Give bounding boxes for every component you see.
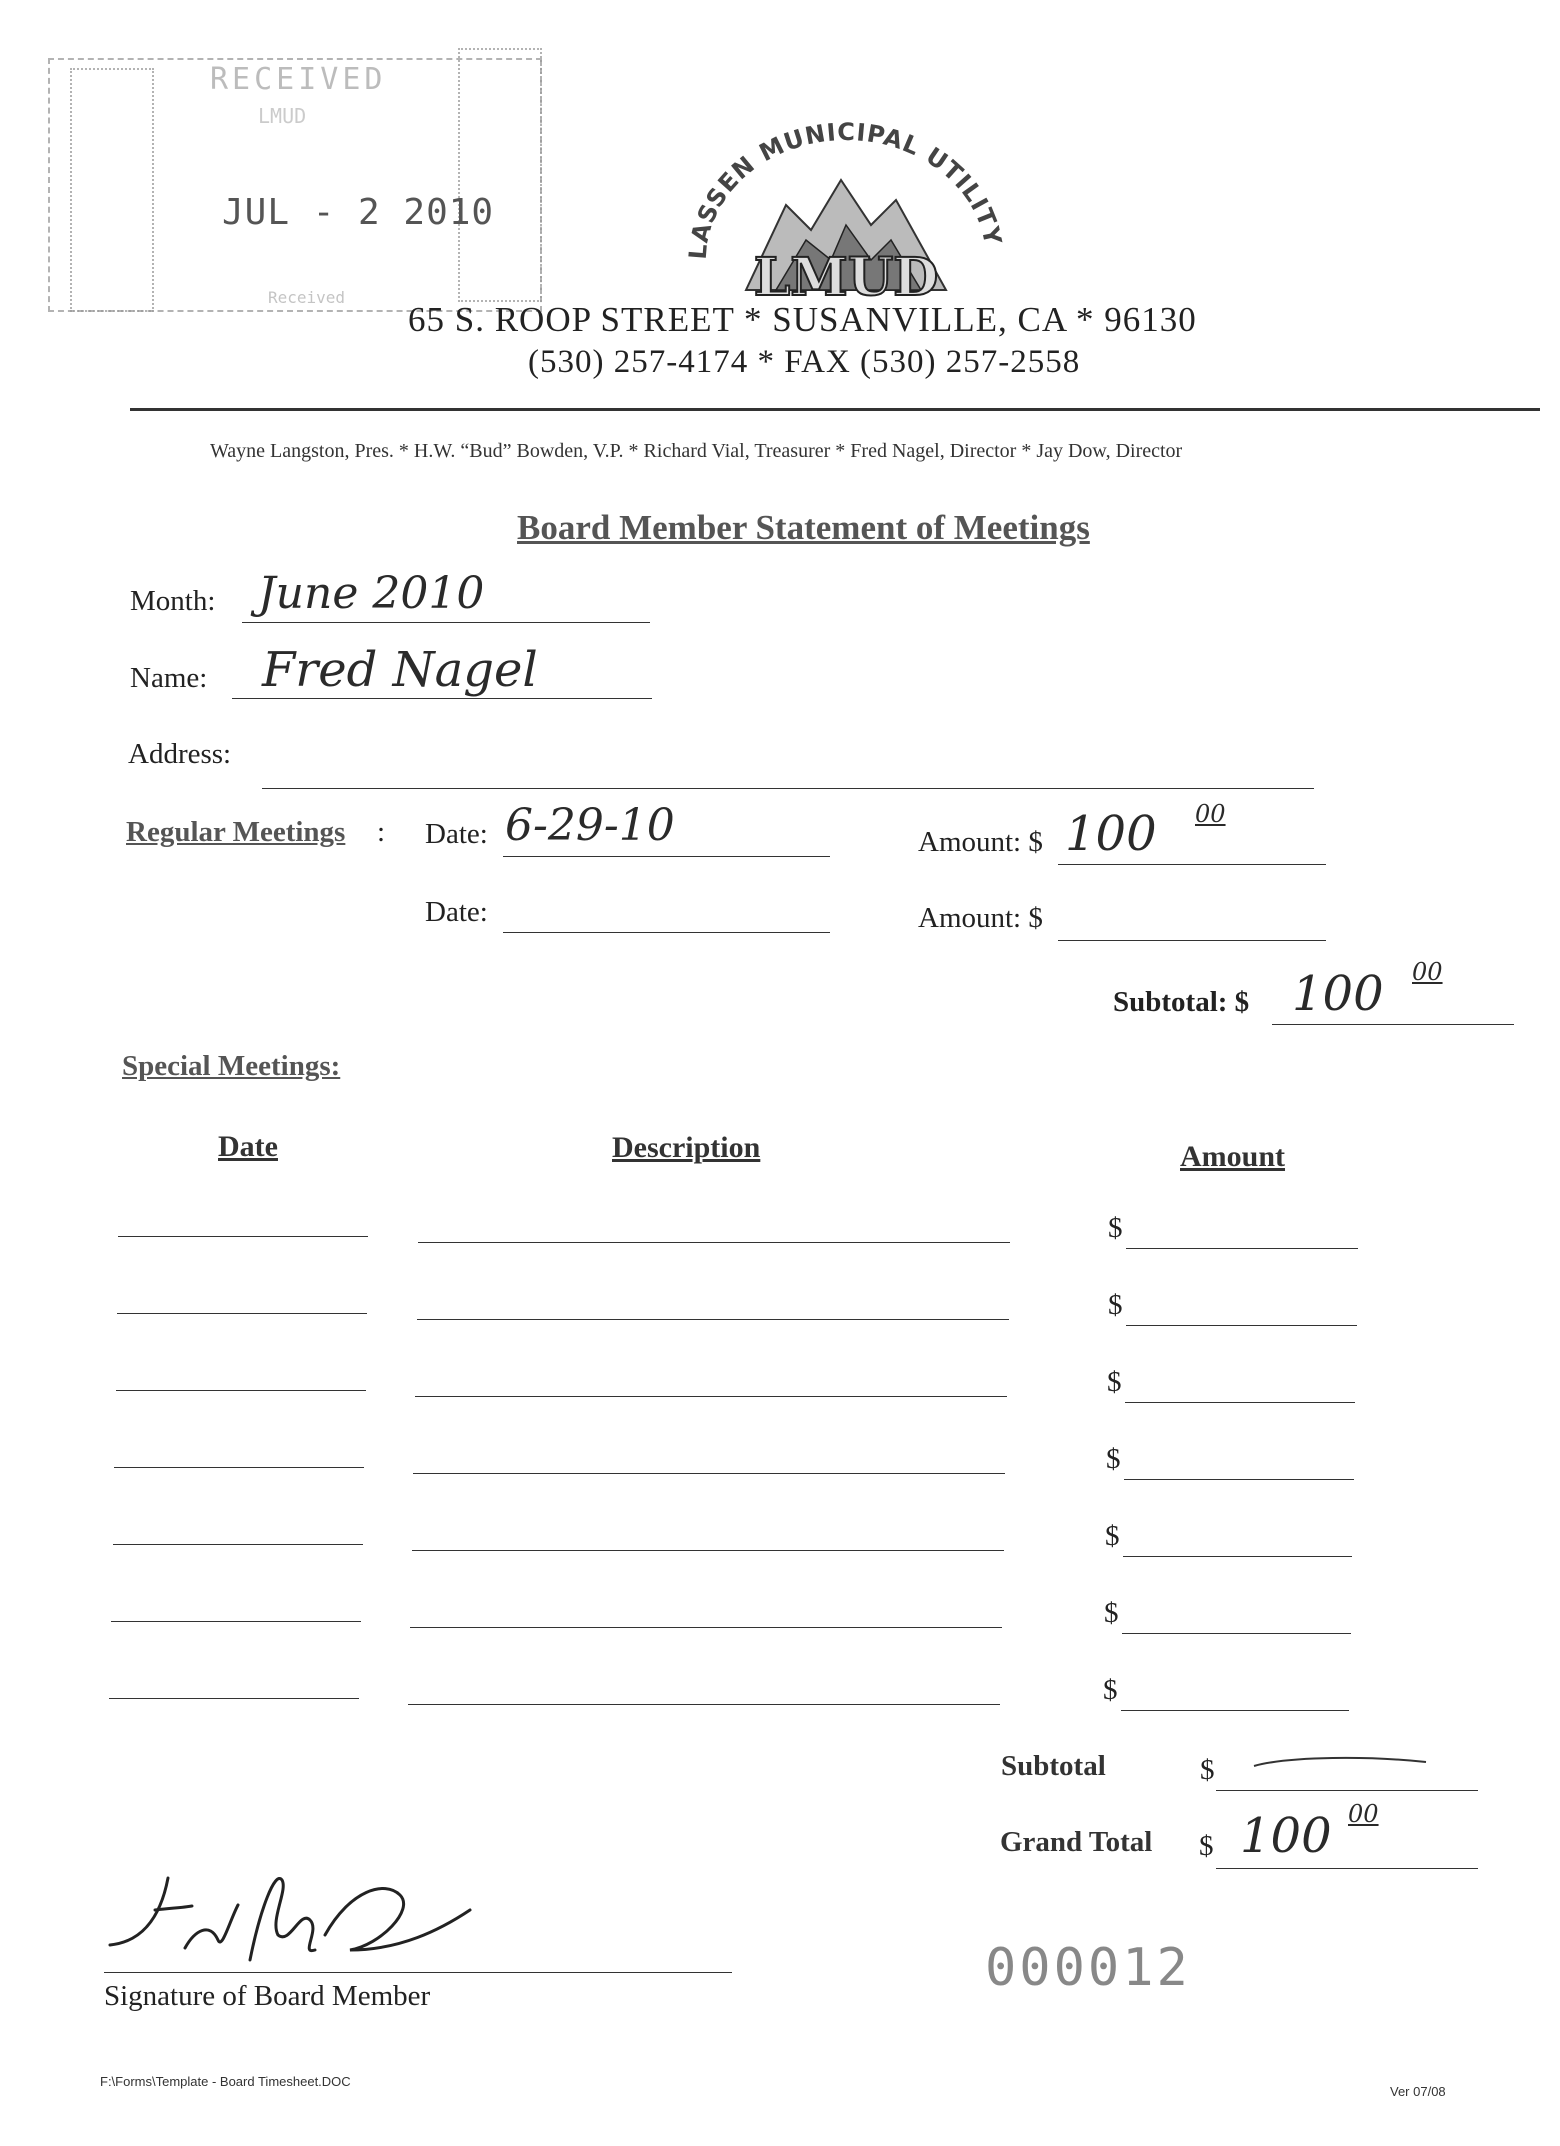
grand-total-dollar: $: [1199, 1830, 1214, 1862]
regular-meetings-colon: :: [377, 816, 386, 848]
special-amount-line[interactable]: [1121, 1710, 1349, 1711]
regular-amount-line-1: [1058, 864, 1326, 865]
name-line: [232, 698, 652, 699]
special-dollar: $: [1103, 1674, 1118, 1706]
stamp-org: LMUD: [258, 104, 307, 128]
month-line: [242, 622, 650, 623]
special-description-line[interactable]: [412, 1550, 1004, 1551]
signature-mark: [100, 1850, 480, 1970]
logo-arc-text: LASSEN MUNICIPAL UTILITY: [683, 118, 1008, 261]
header-phone: (530) 257-4174 * FAX (530) 257-2558: [528, 344, 1081, 380]
special-date-line[interactable]: [113, 1544, 363, 1545]
footer-version: Ver 07/08: [1390, 2084, 1446, 2099]
special-description-line[interactable]: [415, 1396, 1007, 1397]
regular-meetings-heading: Regular Meetings: [126, 816, 346, 848]
regular-date-label-1: Date:: [425, 818, 488, 850]
regular-amount-label-2: Amount: $: [918, 902, 1043, 934]
grand-total-line: [1216, 1868, 1478, 1869]
special-date-line[interactable]: [111, 1621, 361, 1622]
stamp-left-panel: [70, 68, 154, 312]
special-amount-line[interactable]: [1122, 1633, 1351, 1634]
address-label: Address:: [128, 738, 232, 770]
regular-subtotal-line: [1272, 1024, 1514, 1025]
special-date-line[interactable]: [116, 1390, 366, 1391]
special-subtotal-line[interactable]: [1216, 1790, 1478, 1791]
special-meetings-heading: Special Meetings:: [122, 1050, 341, 1082]
name-label: Name:: [130, 662, 208, 694]
special-amount-line[interactable]: [1125, 1402, 1355, 1403]
footer-template-path: F:\Forms\Template - Board Timesheet.DOC: [100, 2074, 351, 2089]
regular-subtotal-cents: 00: [1412, 958, 1443, 986]
regular-date-1[interactable]: 6-29-10: [505, 800, 675, 851]
special-dollar: $: [1104, 1597, 1119, 1629]
board-officers: Wayne Langston, Pres. * H.W. “Bud” Bowden, V.P. * Richard Vial, Treasurer * Fred Nagel, Director * Jay Dow, Director: [210, 440, 1183, 462]
header-rule: [130, 408, 1540, 411]
special-subtotal-dollar: $: [1200, 1754, 1215, 1786]
special-amount-line[interactable]: [1126, 1325, 1357, 1326]
grand-total-cents: 00: [1348, 1800, 1379, 1828]
stamp-footer: Received: [268, 288, 346, 307]
name-value[interactable]: Fred Nagel: [262, 642, 538, 698]
regular-date-line-1: [503, 856, 830, 857]
special-dollar: $: [1108, 1289, 1123, 1321]
special-amount-line[interactable]: [1123, 1556, 1352, 1557]
stamp-date: JUL - 2 2010: [222, 192, 495, 233]
special-dollar: $: [1108, 1212, 1123, 1244]
grand-total-label: Grand Total: [1000, 1826, 1153, 1858]
signature-line[interactable]: [104, 1972, 732, 1973]
regular-amount-line-2: [1058, 940, 1326, 941]
special-date-line[interactable]: [118, 1236, 368, 1237]
special-description-line[interactable]: [413, 1473, 1005, 1474]
month-label: Month:: [130, 585, 216, 617]
special-description-line[interactable]: [410, 1627, 1002, 1628]
special-dollar: $: [1106, 1443, 1121, 1475]
special-description-line[interactable]: [418, 1242, 1010, 1243]
regular-subtotal-label: Subtotal: $: [1113, 986, 1250, 1018]
special-amount-line[interactable]: [1126, 1248, 1358, 1249]
regular-date-label-2: Date:: [425, 896, 488, 928]
form-title: Board Member Statement of Meetings: [517, 508, 1090, 547]
special-description-line[interactable]: [417, 1319, 1009, 1320]
special-subtotal-dash: [1250, 1752, 1430, 1772]
regular-subtotal-value[interactable]: 100: [1292, 966, 1384, 1022]
regular-amount-cents-1: 00: [1195, 800, 1226, 828]
lmud-logo: [676, 110, 1016, 310]
signature-label: Signature of Board Member: [104, 1980, 431, 2012]
special-subtotal-label: Subtotal: [1001, 1750, 1106, 1782]
special-dollar: $: [1107, 1366, 1122, 1398]
regular-amount-1[interactable]: 100: [1065, 806, 1157, 862]
regular-amount-label-1: Amount: $: [918, 826, 1043, 858]
special-amount-line[interactable]: [1124, 1479, 1354, 1480]
stamp-title: RECEIVED: [210, 62, 387, 97]
special-col-date: Date: [218, 1130, 278, 1163]
logo-initials: LMUD: [753, 247, 939, 308]
mountain-logo-icon: [676, 110, 1016, 310]
document-number: 000012: [985, 1938, 1191, 1998]
special-description-line[interactable]: [408, 1704, 1000, 1705]
month-value[interactable]: June 2010: [258, 568, 485, 619]
special-date-line[interactable]: [117, 1313, 367, 1314]
regular-date-line-2: [503, 932, 830, 933]
special-date-line[interactable]: [114, 1467, 364, 1468]
special-col-amount: Amount: [1180, 1140, 1286, 1173]
special-dollar: $: [1105, 1520, 1120, 1552]
special-col-description: Description: [612, 1131, 761, 1164]
stamp-right-panel: [458, 48, 542, 302]
grand-total-value[interactable]: 100: [1240, 1808, 1332, 1864]
special-date-line[interactable]: [109, 1698, 359, 1699]
header-address: 65 S. ROOP STREET * SUSANVILLE, CA * 96130: [408, 300, 1197, 339]
address-line: [262, 788, 1314, 789]
